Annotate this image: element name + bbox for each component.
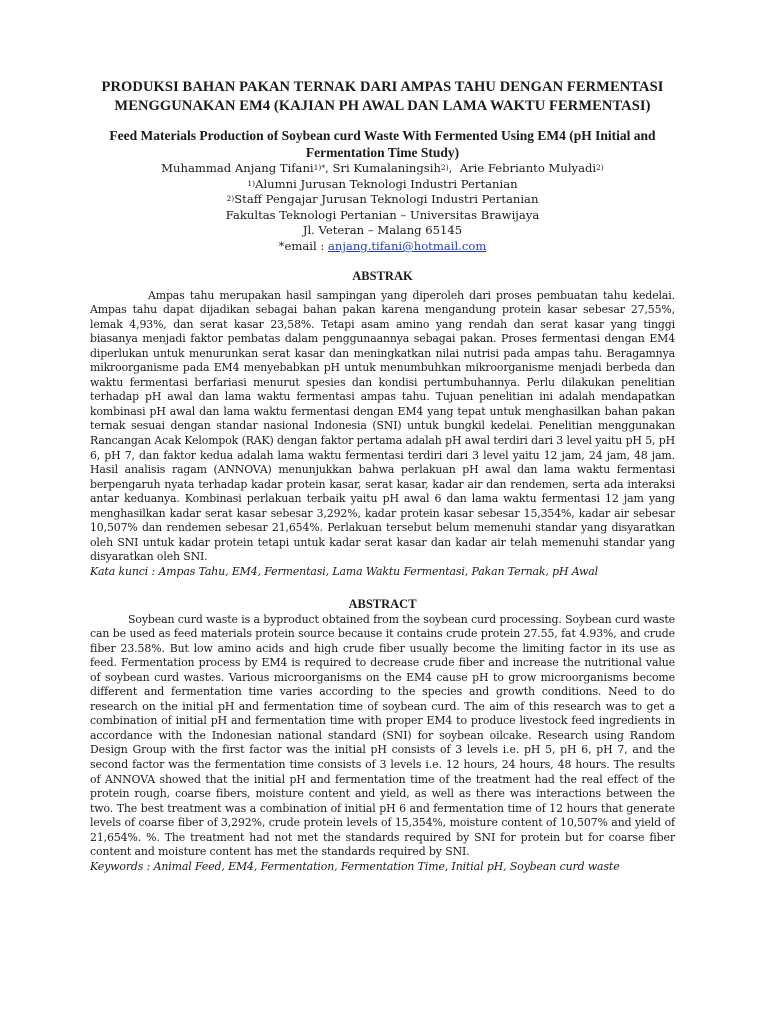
abstract-keywords: Keywords : Animal Feed, EM4, Fermentation, Fermentation Time, Initial pH, Soybean curd waste: [90, 859, 620, 873]
affiliation-mark: 1): [247, 178, 256, 188]
address-line: Jl. Veteran – Malang 65145: [302, 223, 463, 238]
paper-title: PRODUKSI BAHAN PAKAN TERNAK DARI AMPAS TAHU DENGAN FERMENTASI MENGGUNAKAN EM4 (KAJIAN PH AWAL DAN LAMA WAKTU FERMENTASI): [101, 79, 664, 114]
affiliation-mark: 2): [226, 194, 235, 204]
abstract-body: Soybean curd waste is a byproduct obtained from the soybean curd processing. Soybean curd waste can be used as feed materials protein source because it contains crude protein 27.55, fat 4.93%, and crude fiber 23.58%. But low amino acids and high crude fiber usually become the limiting factor in its use as feed. Fermentation process by EM4 is required to decrease crude fiber and increase the nutritional value of soybean curd wastes. Various microorganisms on the EM4 cause pH to grow microorganisms become different and fermentation time varies according to the species and growth conditions. Need to do research on the initial pH and fermentation time of soybean curd. The aim of this research was to get a combination of initial pH and fermentation time with proper EM4 to produce livestock feed ingredients in accordance with the Indonesian national standard (SNI) for soybean oilcake. Research using Random Design Group with the first factor was the initial pH consists of 3 levels i.e. pH 5, pH 6, pH 7, and the second factor was the fermentation time consists of 3 levels i.e. 12 hours, 24 hours, 48 hours. The results of ANNOVA showed that the initial pH and fermentation time of the treatment had the real effect of the protein rough, coarse fibers, moisture content and yield, as well as there was interactions between the two. The best treatment was a combination of initial pH 6 and fermentation time of 12 hours that generate levels of coarse fiber of 3,292%, crude protein levels of 15,354%, moisture content of 10,507% and yield of 21,654%. %. The treatment had not met the standards required by SNI for protein but for coarse fiber content and moisture content has met the standards required by SNI.: [90, 612, 675, 859]
author-name: Sri Kumalaningsih: [332, 161, 441, 175]
faculty-line: Fakultas Teknologi Pertanian – Universitas Brawijaya: [225, 207, 540, 222]
email-line: [90, 239, 675, 255]
author-name: Muhammad Anjang Tifani: [161, 161, 314, 175]
affiliation-text: Alumni Jurusan Teknologi Industri Pertanian: [255, 176, 518, 191]
email-label: *email :: [278, 238, 328, 253]
affiliation-line: [90, 192, 675, 208]
abstract-heading: ABSTRACT: [348, 596, 417, 611]
paper-title-english: Feed Materials Production of Soybean curd Waste With Fermented Using EM4 (pH Initial and Fermentation Time Study): [109, 128, 656, 160]
abstrak-heading: ABSTRAK: [352, 268, 413, 283]
author-affiliation-mark: 2): [596, 163, 604, 172]
abstrak-keywords: Kata kunci : Ampas Tahu, EM4, Fermentasi, Lama Waktu Fermentasi, Pakan Ternak, pH Awal: [90, 564, 599, 578]
affiliation-text: Staff Pengajar Jurusan Teknologi Industri Pertanian: [234, 192, 539, 207]
author-affiliation-mark: 2): [440, 163, 449, 172]
author-list: Muhammad Anjang Tifani$^{1)*}$, Sri Kumalaningsih$^{2)}$, Arie Febrianto Mulyadi$^{2)}$: [161, 161, 604, 175]
affiliation-line: [90, 177, 675, 193]
abstrak-body: Ampas tahu merupakan hasil sampingan yang diperoleh dari proses pembuatan tahu kedelai. Ampas tahu dapat dijadikan sebagai bahan pakan karena mengandung protein kasar sebesar 27,55%, lemak 4,93%, dan serat kasar 23,58%. Tetapi asam amino yang rendah dan serat kasar yang tinggi biasanya menjadi faktor pembatas dalam penggunaannya sebagai pakan. Proses fermentasi dengan EM4 diperlukan untuk menurunkan serat kasar dan meningkatkan nilai nutrisi pada ampas tahu. Beragamnya mikroorganisme pada EM4 menyebabkan pH untuk menumbuhkan mikroorganisme menjadi berbeda dan waktu fermentasi berfariasi menurut spesies dan kondisi pertumbuhannya. Perlu dilakukan penelitian terhadap pH awal dan lama waktu fermentasi ampas tahu. Tujuan penelitian ini adalah mendapatkan kombinasi pH awal dan lama waktu fermentasi dengan EM4 yang tepat untuk menghasilkan bahan pakan ternak sesuai dengan standar nasional Indonesia (SNI) untuk bungkil kedelai. Penelitian menggunakan Rancangan Acak Kelompok (RAK) dengan faktor pertama adalah pH awal terdiri dari 3 level yaitu pH 5, pH 6, pH 7, dan faktor kedua adalah lama waktu fermentasi terdiri dari 3 level yaitu 12 jam, 24 jam, 48 jam. Hasil analisis ragam (ANNOVA) menunjukkan bahwa perlakuan pH awal dan lama waktu fermentasi berpengaruh nyata terhadap kadar protein kasar, serat kasar, kadar air dan rendemen, serta ada interaksi antar keduanya. Kombinasi perlakuan terbaik yaitu pH awal 6 dan lama waktu fermentasi 12 jam yang menghasilkan kadar serat kasar sebesar 3,292%, kadar protein kasar sebesar 15,354%, kadar air sebesar 10,507% dan rendemen sebesar 21,654%. Perlakuan tersebut belum memenuhi standar yang disyaratkan oleh SNI untuk kadar protein tetapi untuk kadar serat kasar dan kadar air telah memenuhi standar yang disyaratkan oleh SNI.: [90, 288, 675, 564]
paper-page: [90, 78, 675, 874]
email-link[interactable]: anjang.tifani@hotmail.com: [327, 238, 487, 253]
author-name: Arie Febrianto Mulyadi: [459, 161, 597, 175]
author-affiliation-mark: 1)*: [313, 163, 326, 172]
